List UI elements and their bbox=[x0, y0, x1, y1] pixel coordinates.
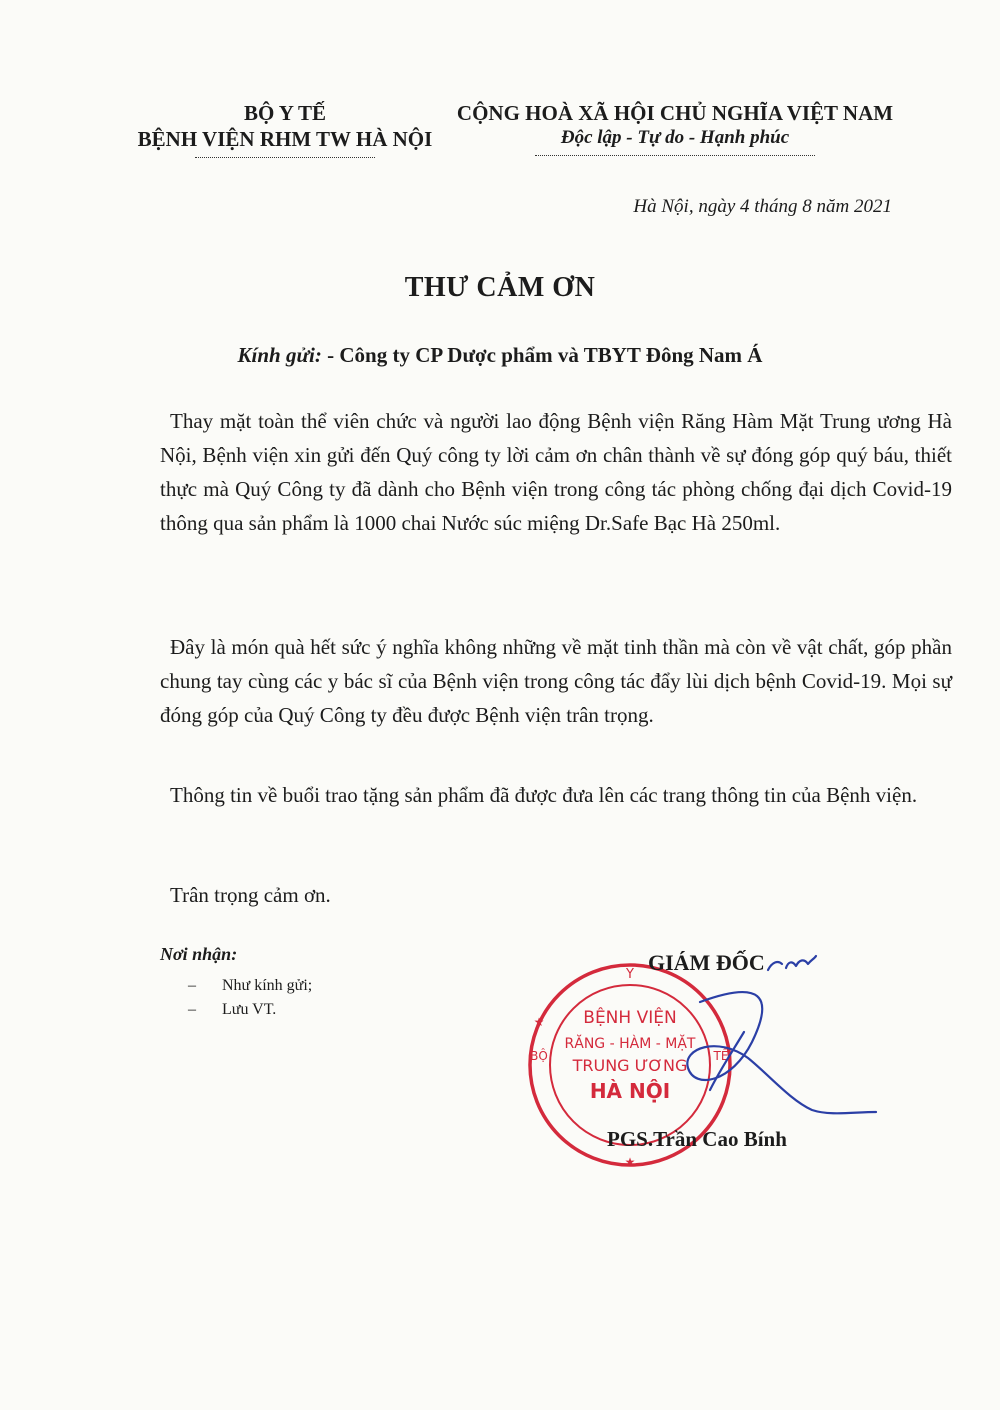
star-icon: ★ bbox=[533, 1015, 545, 1029]
stamp-ring-right: TẾ bbox=[713, 1049, 729, 1063]
list-item: – Lưu VT. bbox=[188, 998, 312, 1022]
stamp-ring-top: Y bbox=[626, 967, 634, 982]
signatory-title: GIÁM ĐỐC bbox=[648, 950, 765, 975]
stamp-line-3: TRUNG ƯƠNG bbox=[572, 1056, 688, 1075]
recipient-label: Kính gửi: bbox=[237, 343, 322, 367]
paragraph-text: Đây là món quà hết sức ý nghĩa không những về mặt tinh thần mà còn về vật chất, góp phần chung tay cùng các y bác sĩ của Bệnh viện trong công tác đẩy lùi dịch bệnh Covid-19. Mọi sự đóng góp của Quý Công ty đều được Bệnh viện trân trọng. bbox=[160, 635, 952, 727]
paragraph-text: Thay mặt toàn thể viên chức và người lao động Bệnh viện Răng Hàm Mặt Trung ương Hà Nội, Bệnh viện xin gửi đến Quý công ty lời cảm ơn chân thành về sự đóng góp quý báu, thiết thực mà Quý Công ty đã dành cho Bệnh viện trong công tác phòng chống đại dịch Covid-19 thông qua sản phẩm là 1000 chai Nước súc miệng Dr.Safe Bạc Hà 250ml. bbox=[160, 409, 952, 535]
recipients-title: Nơi nhận: bbox=[160, 944, 238, 964]
issuer-header bbox=[120, 100, 450, 158]
star-icon: ★ bbox=[624, 1155, 636, 1169]
header-divider bbox=[195, 157, 375, 158]
signer-name: PGS.Trần Cao Bính bbox=[607, 1127, 787, 1151]
stamp-line-4: HÀ NỘI bbox=[589, 1079, 671, 1103]
recipient-line bbox=[0, 343, 1000, 368]
signature-main-stroke bbox=[687, 992, 876, 1113]
signature-initial-stroke bbox=[768, 956, 816, 970]
national-header bbox=[455, 100, 895, 156]
paragraph-text: Thông tin về buổi trao tặng sản phẩm đã được đưa lên các trang thông tin của Bệnh viện. bbox=[170, 783, 918, 807]
recipient-name: - Công ty CP Dược phẩm và TBYT Đông Nam Á bbox=[327, 343, 763, 367]
stamp-line-2: RĂNG - HÀM - MẶT bbox=[564, 1036, 696, 1052]
national-motto: Độc lập - Tự do - Hạnh phúc bbox=[560, 127, 790, 148]
closing-text: Trân trọng cảm ơn. bbox=[170, 883, 331, 907]
letter-date: Hà Nội, ngày 4 tháng 8 năm 2021 bbox=[633, 196, 892, 217]
handwritten-signature bbox=[640, 940, 880, 1130]
motto-divider bbox=[535, 155, 815, 156]
closing-line bbox=[160, 878, 952, 912]
hospital-name: BỆNH VIỆN RHM TW HÀ NỘI bbox=[137, 127, 433, 151]
stamp-line-1: BỆNH VIỆN bbox=[583, 1008, 677, 1028]
paragraph-2 bbox=[160, 630, 952, 732]
letter-title: THƯ CẢM ƠN bbox=[404, 272, 596, 303]
list-item: – Như kính gửi; bbox=[188, 974, 312, 998]
nation-name: CỘNG HOÀ XÃ HỘI CHỦ NGHĨA VIỆT NAM bbox=[456, 101, 894, 125]
ministry-name: BỘ Y TẾ bbox=[243, 101, 327, 125]
stamp-ring-left: BỘ bbox=[530, 1049, 548, 1063]
paragraph-3 bbox=[160, 778, 952, 812]
paragraph-1 bbox=[160, 404, 952, 540]
recipients-list bbox=[188, 974, 312, 1022]
